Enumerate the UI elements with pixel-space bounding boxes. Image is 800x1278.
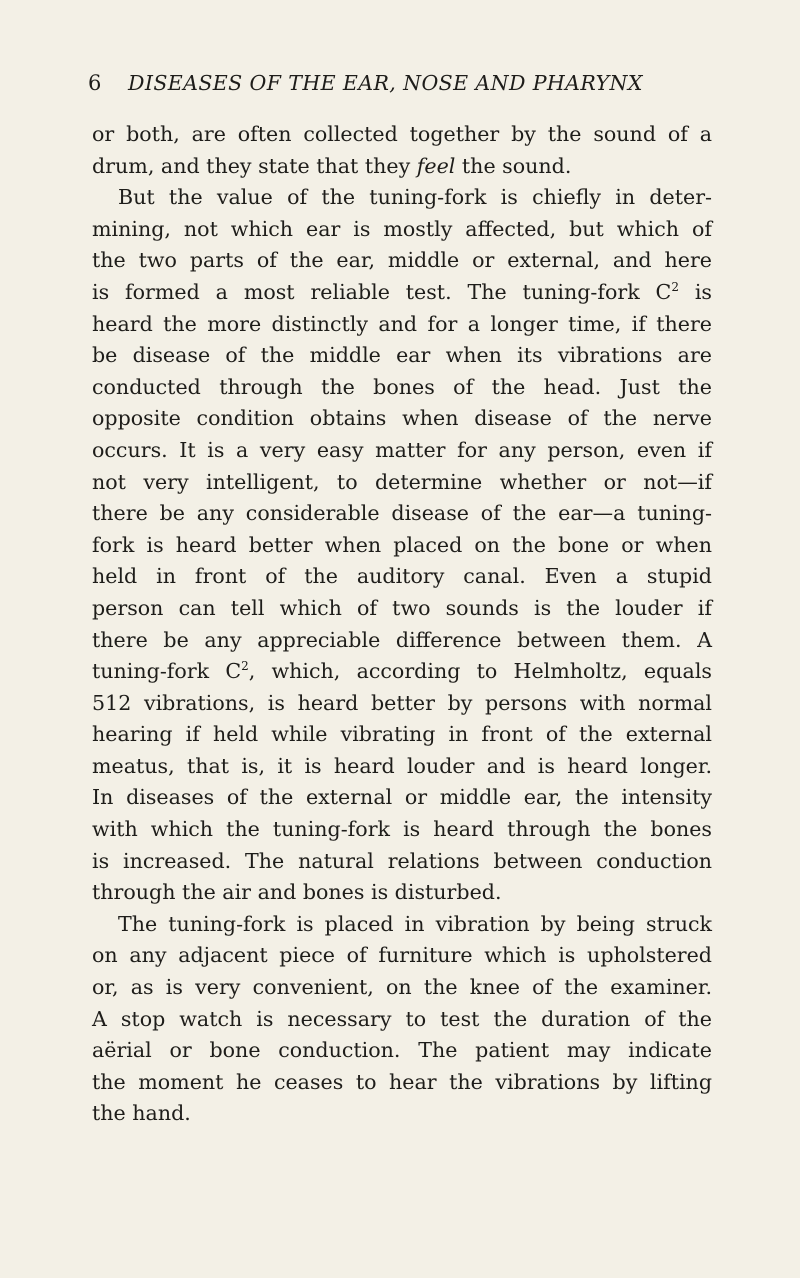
text-line <box>92 277 712 309</box>
text-line: the two parts of the ear, middle or external, and here <box>92 248 712 273</box>
text-line: with which the tuning-fork is heard through the bones <box>92 817 712 842</box>
text-line: person can tell which of two sounds is the louder if <box>92 595 712 620</box>
text-fragment: is <box>678 279 712 304</box>
text-line: conducted through the bones of the head. Just the <box>92 374 712 399</box>
text-line: or, as is very convenient, on the knee of the examiner. <box>92 975 712 1000</box>
text-line: be disease of the middle ear when its vibrations are <box>92 343 712 368</box>
running-title: DISEASES OF THE EAR, NOSE AND PHARYNX <box>128 71 643 95</box>
text-line <box>92 656 712 688</box>
text-line: the moment he ceases to hear the vibrations by lifting <box>92 1069 712 1094</box>
text-line: aërial or bone conduction. The patient may indicate <box>92 1038 712 1063</box>
text-line: mining, not which ear is mostly affected, but which of <box>92 216 712 241</box>
text-line: through the air and bones is disturbed. <box>92 880 502 905</box>
text-line: 512 vibrations, is heard better by persons with normal <box>92 690 712 715</box>
text-line: opposite condition obtains when disease of the nerve <box>92 406 712 431</box>
text-fragment: is formed a most reliable test. The tuning-fork C <box>92 279 672 304</box>
text-line: heard the more distinctly and for a longer time, if there <box>92 311 712 336</box>
text-line: meatus, that is, it is heard louder and is heard longer. <box>92 753 712 778</box>
superscript: 2 <box>241 659 249 674</box>
text-fragment: the sound. <box>455 153 572 178</box>
page-number: 6 <box>88 71 102 95</box>
text-line: fork is heard better when placed on the bone or when <box>92 532 712 557</box>
text-line: is increased. The natural relations between conduction <box>92 848 712 873</box>
body-text <box>92 119 712 1130</box>
text-line: held in front of the auditory canal. Even a stupid <box>92 564 712 589</box>
text-line: or both, are often collected together by the sound of a <box>92 122 712 146</box>
running-header <box>88 71 700 103</box>
text-line: The tuning-fork is placed in vibration by being struck <box>118 911 712 936</box>
superscript: 2 <box>671 279 679 294</box>
text-line: occurs. It is a very easy matter for any person, even if <box>92 437 712 462</box>
text-line: the hand. <box>92 1101 191 1126</box>
text-line: hearing if held while vibrating in front of the external <box>92 722 712 747</box>
text-fragment: tuning-fork C <box>92 659 242 684</box>
text-line <box>92 151 712 183</box>
text-line: there be any considerable disease of the ear—a tuning- <box>92 501 712 526</box>
text-fragment: drum, and they state that they <box>92 153 417 178</box>
text-line: there be any appreciable difference between them. A <box>92 627 712 652</box>
text-line: A stop watch is necessary to test the duration of the <box>92 1006 712 1031</box>
text-fragment: , which, according to Helmholtz, equals <box>248 659 712 684</box>
italic-word: feel <box>416 153 456 178</box>
text-line: But the value of the tuning-fork is chiefly in deter- <box>118 185 712 210</box>
text-line: not very intelligent, to determine whether or not—if <box>92 469 712 494</box>
text-line: on any adjacent piece of furniture which is upholstered <box>92 943 712 968</box>
text-line: In diseases of the external or middle ear, the intensity <box>92 785 712 810</box>
